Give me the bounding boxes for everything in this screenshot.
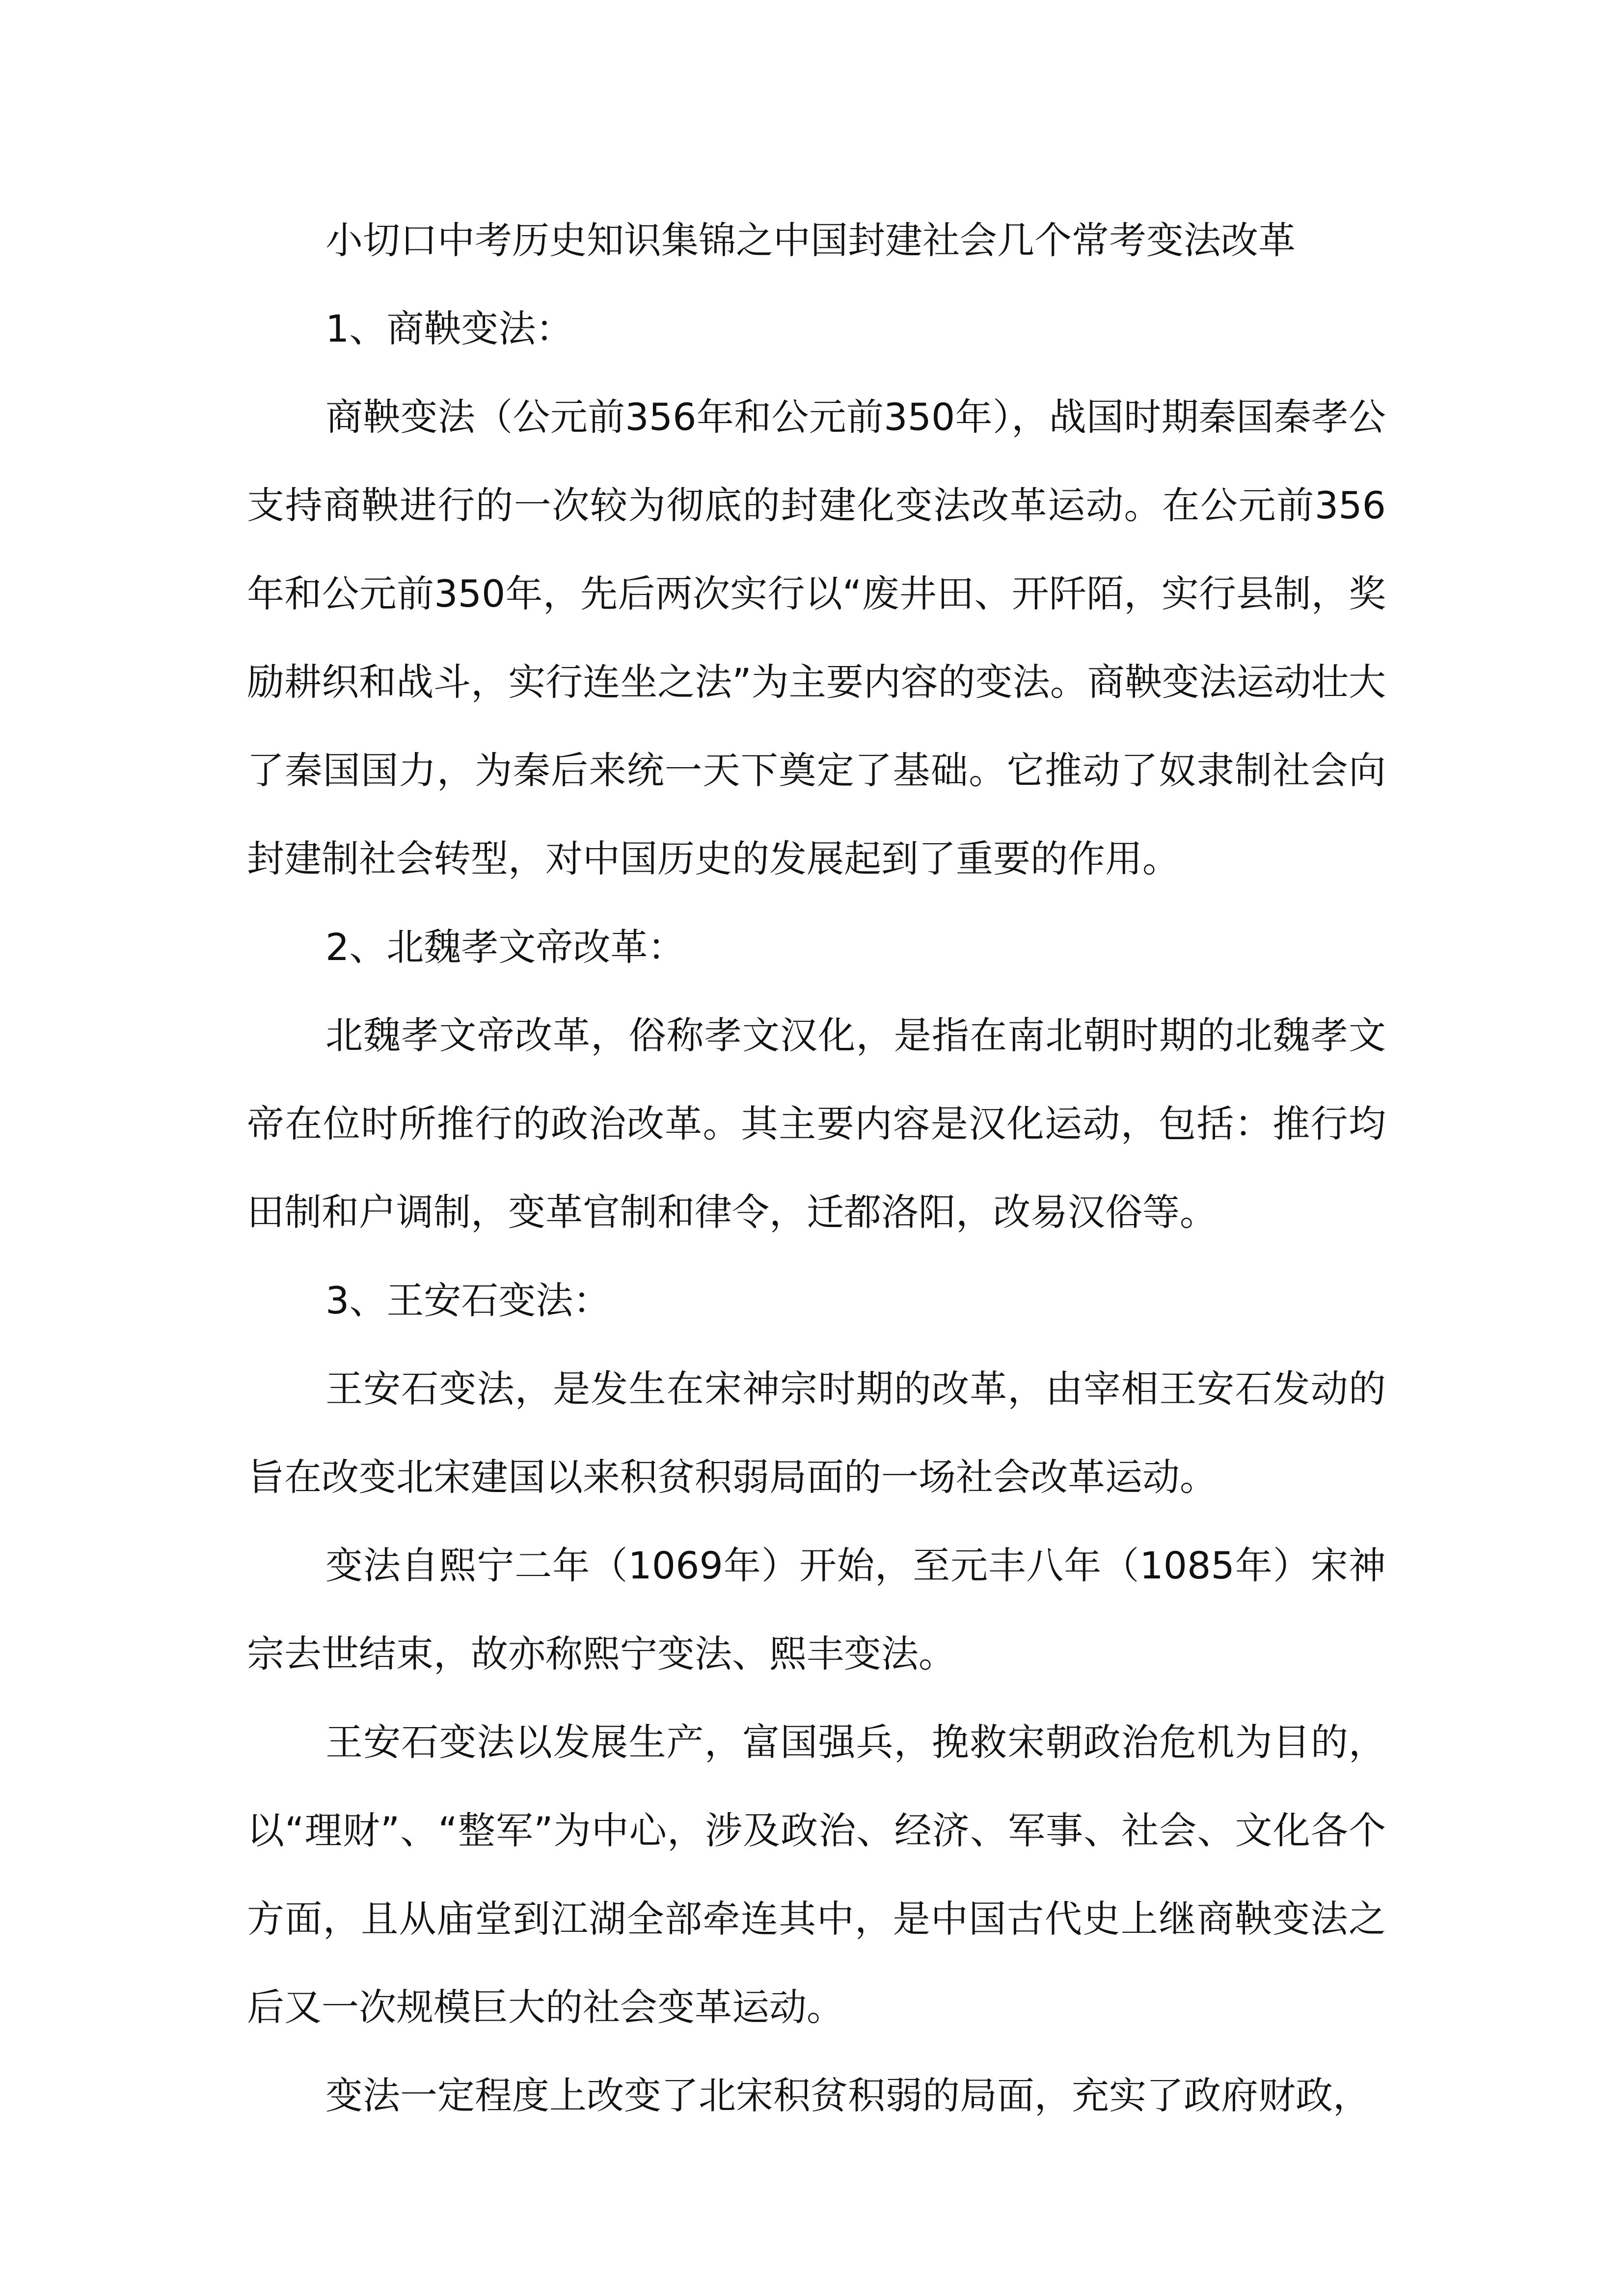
paragraph-shang-yang-reform: 商鞅变法（公元前356年和公元前350年），战国时期秦国秦孝公支持商鞅进行的一次较为彻底的封建化变法改革运动。在公元前356年和公元前350年，先后两次实行以“废井田、开阡陌，实行县制，奖励耕织和战斗，实行连坐之法”为主要内容的变法。商鞅变法运动壮大了秦国国力，为秦后来统一天下奠定了基础。它推动了奴隶制社会向封建制社会转型，对中国历史的发展起到了重要的作用。 bbox=[247, 395, 1386, 881]
section-heading-wang-anshi: 3、王安石变法： bbox=[325, 1279, 611, 1322]
paragraph-wang-anshi-dates: 变法自熙宁二年（1069年）开始，至元丰八年（1085年）宋神宗去世结束，故亦称熙宁变法、熙丰变法。 bbox=[247, 1544, 1386, 1676]
paragraph-wang-anshi-intro: 王安石变法，是发生在宋神宗时期的改革，由宰相王安石发动的旨在改变北宋建国以来积贫积弱局面的一场社会改革运动。 bbox=[247, 1367, 1386, 1499]
document-body bbox=[247, 196, 1386, 2140]
document-title: 小切口中考历史知识集锦之中国封建社会几个常考变法改革 bbox=[325, 218, 1296, 262]
section-heading-xiaowen: 2、北魏孝文帝改革： bbox=[325, 925, 685, 969]
paragraph-xiaowen-reform: 北魏孝文帝改革，俗称孝文汉化，是指在南北朝时期的北魏孝文帝在位时所推行的政治改革。其主要内容是汉化运动，包括：推行均田制和户调制，变革官制和律令，迁都洛阳，改易汉俗等。 bbox=[247, 1014, 1386, 1234]
section-heading-shang-yang: 1、商鞅变法： bbox=[325, 307, 573, 350]
paragraph-wang-anshi-effects: 变法一定程度上改变了北宋积贫积弱的局面，充实了政府财政， bbox=[325, 2074, 1370, 2117]
paragraph-wang-anshi-aims: 王安石变法以发展生产，富国强兵，挽救宋朝政治危机为目的，以“理财”、“整军”为中心，涉及政治、经济、军事、社会、文化各个方面，且从庙堂到江湖全部牵连其中，是中国古代史上继商鞅变法之后又一次规模巨大的社会变革运动。 bbox=[247, 1720, 1386, 2029]
